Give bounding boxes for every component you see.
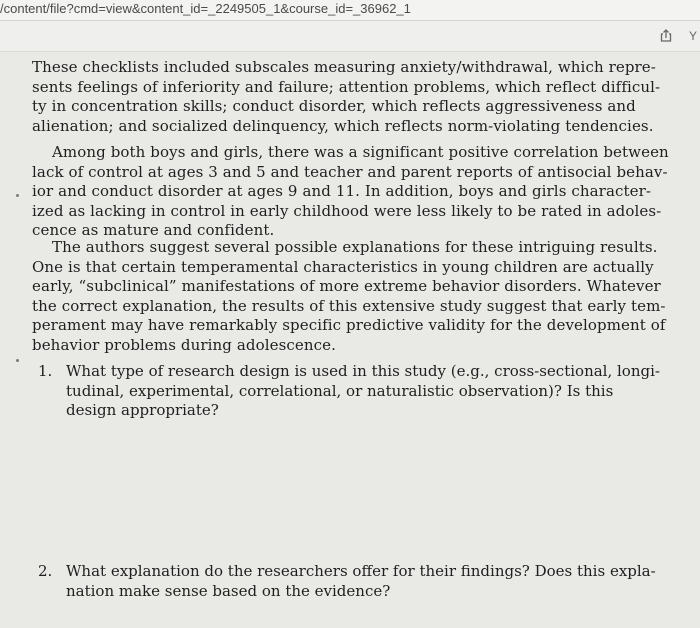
question-number: 2. bbox=[38, 562, 53, 580]
url-text[interactable]: /content/file?cmd=view&content_id=_2249505_1&course_id=_36962_1 bbox=[0, 1, 411, 16]
question-line: tudinal, experimental, correlational, or naturalistic observation)? Is this bbox=[66, 381, 614, 400]
question-number: 1. bbox=[38, 362, 53, 380]
question-line: What type of research design is used in this study (e.g., cross-sectional, longi- bbox=[66, 362, 660, 380]
question-line: design appropriate? bbox=[66, 401, 219, 419]
paragraph-line: ior and conduct disorder at ages 9 and 11. In addition, boys and girls character- bbox=[32, 182, 652, 200]
paragraph-line: ized as lacking in control in early childhood were less likely to be rated in adoles- bbox=[32, 201, 662, 220]
paragraph-line: sents feelings of inferiority and failure; attention problems, which reflect difficul- bbox=[32, 77, 661, 96]
paragraph-line: the correct explanation, the results of this extensive study suggest that early tem- bbox=[32, 296, 666, 315]
paragraph-1 bbox=[32, 58, 692, 136]
paragraph-line: These checklists included subscales measuring anxiety/withdrawal, which repre- bbox=[32, 58, 656, 76]
paragraph-line: lack of control at ages 3 and 5 and teacher and parent reports of antisocial behav- bbox=[32, 162, 668, 181]
address-bar[interactable] bbox=[0, 0, 700, 21]
paragraph-2 bbox=[32, 143, 692, 241]
toolbar-overflow-char: Y bbox=[689, 29, 698, 43]
question-line: What explanation do the researchers offer for their findings? Does this expla- bbox=[66, 562, 656, 580]
paragraph-line: cence as mature and confident. bbox=[32, 221, 275, 239]
paragraph-line: The authors suggest several possible explanations for these intriguing results. bbox=[52, 238, 658, 256]
share-icon[interactable] bbox=[656, 26, 676, 46]
paragraph-line: Among both boys and girls, there was a significant positive correlation between bbox=[52, 143, 669, 161]
paragraph-line: behavior problems during adolescence. bbox=[32, 335, 336, 354]
scanned-page bbox=[0, 52, 700, 628]
page-mark bbox=[16, 359, 19, 362]
page-mark bbox=[16, 194, 19, 197]
viewer-toolbar bbox=[0, 21, 700, 52]
paragraph-line: One is that certain temperamental characteristics in young children are actually bbox=[32, 257, 654, 276]
paragraph-line: perament may have remarkably specific predictive validity for the development of bbox=[32, 316, 666, 334]
paragraph-line: early, “subclinical” manifestations of more extreme behavior disorders. Whatever bbox=[32, 277, 661, 295]
paragraph-line: alienation; and socialized delinquency, which reflects norm-violating tendencies. bbox=[32, 116, 654, 135]
paragraph-3 bbox=[32, 238, 692, 355]
question-line: nation make sense based on the evidence? bbox=[66, 581, 391, 600]
paragraph-line: ty in concentration skills; conduct disorder, which reflects aggressiveness and bbox=[32, 97, 636, 115]
